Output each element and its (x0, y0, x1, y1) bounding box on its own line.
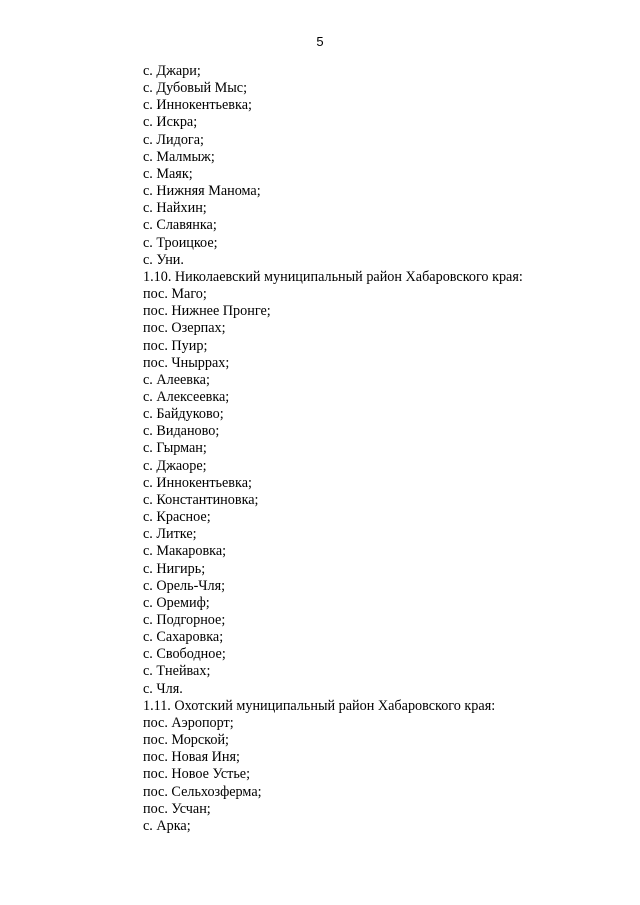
list-item: 1.10. Николаевский муниципальный район Хабаровского края: (143, 268, 523, 285)
list-item: с. Гырман; (143, 440, 207, 457)
list-item: пос. Аэропорт; (143, 714, 234, 731)
list-item: пос. Нижнее Пронге; (143, 303, 271, 320)
list-item: пос. Новое Устье; (143, 766, 251, 783)
list-item: пос. Маго; (143, 286, 207, 303)
list-item: с. Сахаровка; (143, 629, 224, 646)
list-item: с. Виданово; (143, 423, 220, 440)
list-item: пос. Новая Иня; (143, 749, 240, 766)
list-item: с. Свободное; (143, 646, 226, 663)
list-item: с. Литке; (143, 526, 197, 543)
list-item: с. Троицкое; (143, 234, 218, 251)
list-item: с. Дубовый Мыс; (143, 80, 248, 97)
list-item: пос. Озерпах; (143, 320, 226, 337)
list-item: с. Нигирь; (143, 560, 206, 577)
list-item: с. Уни. (143, 251, 184, 268)
list-item: с. Нижняя Манома; (143, 183, 261, 200)
list-item: с. Красное; (143, 509, 211, 526)
list-item: с. Иннокентьевка; (143, 97, 252, 114)
list-item: с. Арка; (143, 817, 191, 834)
list-item: пос. Морской; (143, 732, 229, 749)
list-item: с. Байдуково; (143, 406, 224, 423)
list-item: с. Найхин; (143, 200, 207, 217)
list-item: с. Оремиф; (143, 594, 210, 611)
list-item: пос. Чныррах; (143, 354, 230, 371)
list-item: с. Славянка; (143, 217, 217, 234)
list-item: с. Подгорное; (143, 612, 226, 628)
list-item: с. Лидога; (143, 131, 204, 148)
list-item: с. Алеевка; (143, 371, 210, 388)
list-item: с. Алексеевка; (143, 388, 230, 405)
list-item: пос. Усчан; (143, 800, 211, 817)
settlement-list (143, 63, 600, 835)
list-item: с. Константиновка; (143, 491, 259, 508)
list-item: с. Маяк; (143, 165, 193, 182)
list-item: пос. Сельхозферма; (143, 783, 262, 800)
list-item: с. Чля. (143, 680, 183, 697)
list-item: пос. Пуир; (143, 337, 208, 354)
list-item: с. Макаровка; (143, 543, 227, 560)
list-item: с. Искра; (143, 114, 198, 131)
list-item: с. Малмыж; (143, 148, 215, 165)
list-item: с. Орель-Чля; (143, 577, 226, 594)
list-item: 1.11. Охотский муниципальный район Хабаровского края: (143, 697, 496, 714)
list-item: с. Джари; (143, 63, 201, 79)
list-item: с. Джаоре; (143, 457, 207, 474)
list-item: с. Тнейвах; (143, 663, 211, 680)
page-number: 5 (316, 34, 324, 49)
list-item: с. Иннокентьевка; (143, 474, 252, 491)
